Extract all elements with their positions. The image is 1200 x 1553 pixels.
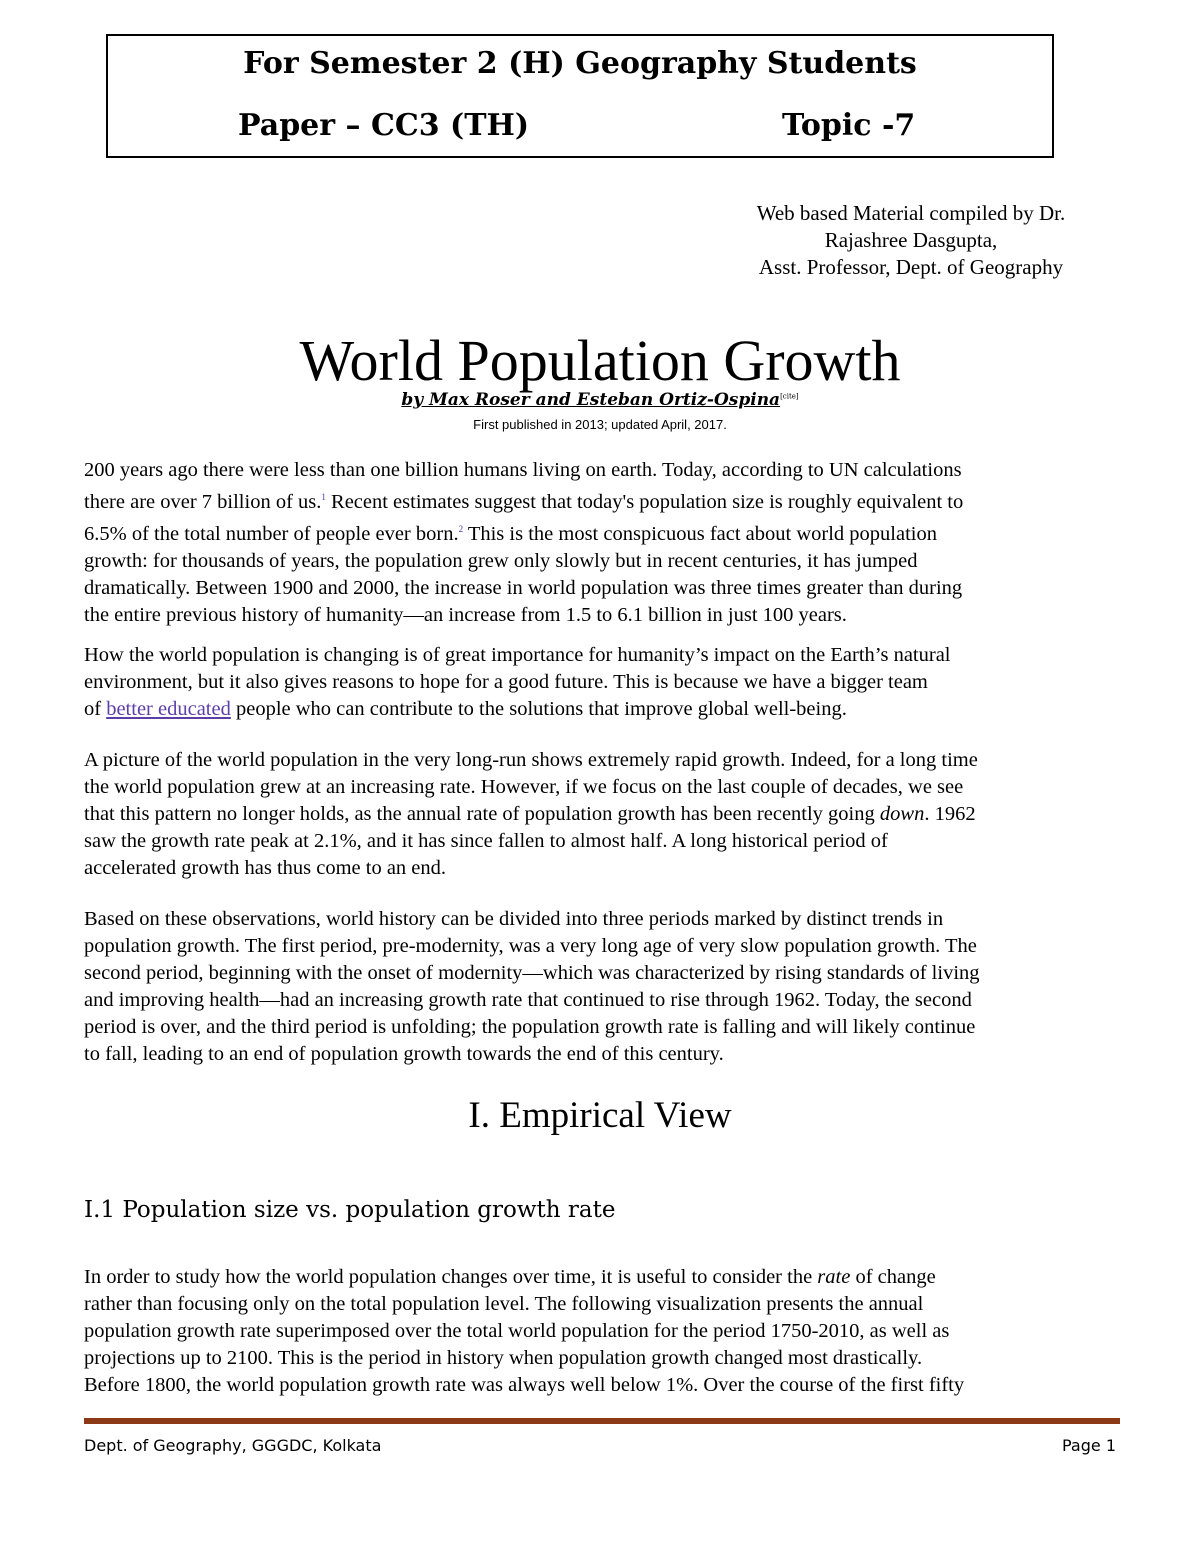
text-line: growth: for thousands of years, the population grew only slowly but in recent centuries, it has jumped: [84, 549, 918, 572]
footnote-link[interactable]: 1: [321, 492, 326, 502]
text-line: population growth rate superimposed over the total world population for the period 1750-2010, as well as: [84, 1320, 950, 1342]
text-line: that this pattern no longer holds, as the annual rate of population growth has been recently going down. 1962: [84, 803, 976, 825]
text-line: and improving health—had an increasing growth rate that continued to rise through 1962. Today, the second: [84, 989, 972, 1011]
text-line: period is over, and the third period is unfolding; the population growth rate is falling and will likely continue: [84, 1016, 976, 1038]
paragraph-1: [84, 457, 1124, 629]
compiled-by-role: Asst. Professor, Dept. of Geography: [758, 255, 1064, 279]
compiled-by-line: Web based Material compiled by Dr.: [756, 201, 1066, 225]
compiled-by-name: Rajashree Dasgupta,: [824, 228, 998, 252]
section-heading: I. Empirical View: [468, 1095, 732, 1136]
footnote-link[interactable]: 2: [458, 523, 464, 534]
footer-department: Dept. of Geography, GGGDC, Kolkata: [84, 1436, 382, 1455]
paragraph-2: [84, 642, 1124, 723]
footer-rule: [84, 1418, 1120, 1424]
text-line: projections up to 2100. This is the period in history when population growth changed most drastically.: [84, 1347, 923, 1369]
paragraph-5: [84, 1264, 1124, 1399]
article-byline: [0, 390, 1200, 410]
text-line: 200 years ago there were less than one billion humans living on earth. Today, according to UN calculations: [84, 459, 962, 481]
text-line: of better educated people who can contribute to the solutions that improve global well-being.: [84, 698, 847, 720]
author-link[interactable]: by Max Roser and Esteban Ortiz-Ospina: [401, 390, 781, 410]
text-line: A picture of the world population in the very long-run shows extremely rapid growth. Indeed, for a long time: [84, 749, 978, 771]
text-line: Before 1800, the world population growth rate was always well below 1%. Over the course of the first fifty: [84, 1374, 965, 1396]
subsection-heading: I.1 Population size vs. population growth rate: [84, 1197, 616, 1223]
header-box: [106, 34, 1054, 158]
paragraph-3: [84, 747, 1124, 882]
text-line: accelerated growth has thus come to an end.: [84, 857, 447, 879]
text-line: the world population grew at an increasing rate. However, if we focus on the last couple of decades, we see: [84, 776, 964, 798]
publication-date: First published in 2013; updated April, 2017.: [473, 417, 727, 432]
text-line: dramatically. Between 1900 and 2000, the increase in world population was three times greater than during: [84, 576, 963, 599]
paragraph-4: [84, 906, 1124, 1068]
text-line: rather than focusing only on the total population level. The following visualization presents the annual: [84, 1293, 924, 1315]
text-line: to fall, leading to an end of population growth towards the end of this century.: [84, 1043, 724, 1065]
better-educated-link[interactable]: better educated: [106, 698, 231, 720]
text-line: there are over 7 billion of us.$^1$ Recent estimates suggest that today's population size is roughly equivalent to: [84, 490, 964, 513]
text-line: In order to study how the world population changes over time, it is useful to consider the rate of change: [84, 1266, 936, 1288]
text-line: environment, but it also gives reasons to hope for a good future. This is because we have a bigger team: [84, 671, 928, 693]
header-title: For Semester 2 (H) Geography Students: [243, 46, 917, 81]
header-topic: Topic -7: [782, 108, 916, 143]
cite-note[interactable]: [cite]: [780, 392, 799, 401]
text-line: saw the growth rate peak at 2.1%, and it has since fallen to almost half. A long historical period of: [84, 830, 888, 852]
header-paper: Paper – CC3 (TH): [238, 108, 530, 143]
text-line: second period, beginning with the onset of modernity—which was characterized by rising standards of living: [84, 962, 980, 984]
emphasis-rate: rate: [817, 1266, 851, 1288]
compiled-by-block: [700, 200, 1122, 281]
text-line: population growth. The first period, pre-modernity, was a very long age of very slow population growth. The: [84, 935, 977, 957]
text-line: the entire previous history of humanity—an increase from 1.5 to 6.1 billion in just 100 years.: [84, 603, 847, 626]
text-line: 6.5% of the total number of people ever born.$^2$ This is the most conspicuous fact about world population: [84, 522, 937, 545]
text-line: How the world population is changing is of great importance for humanity’s impact on the Earth’s natural: [84, 644, 951, 666]
page-number: Page 1: [1062, 1436, 1116, 1455]
text-line: Based on these observations, world history can be divided into three periods marked by distinct trends in: [84, 908, 944, 930]
emphasis-down: down: [879, 803, 925, 825]
article-title: World Population Growth: [299, 328, 901, 393]
